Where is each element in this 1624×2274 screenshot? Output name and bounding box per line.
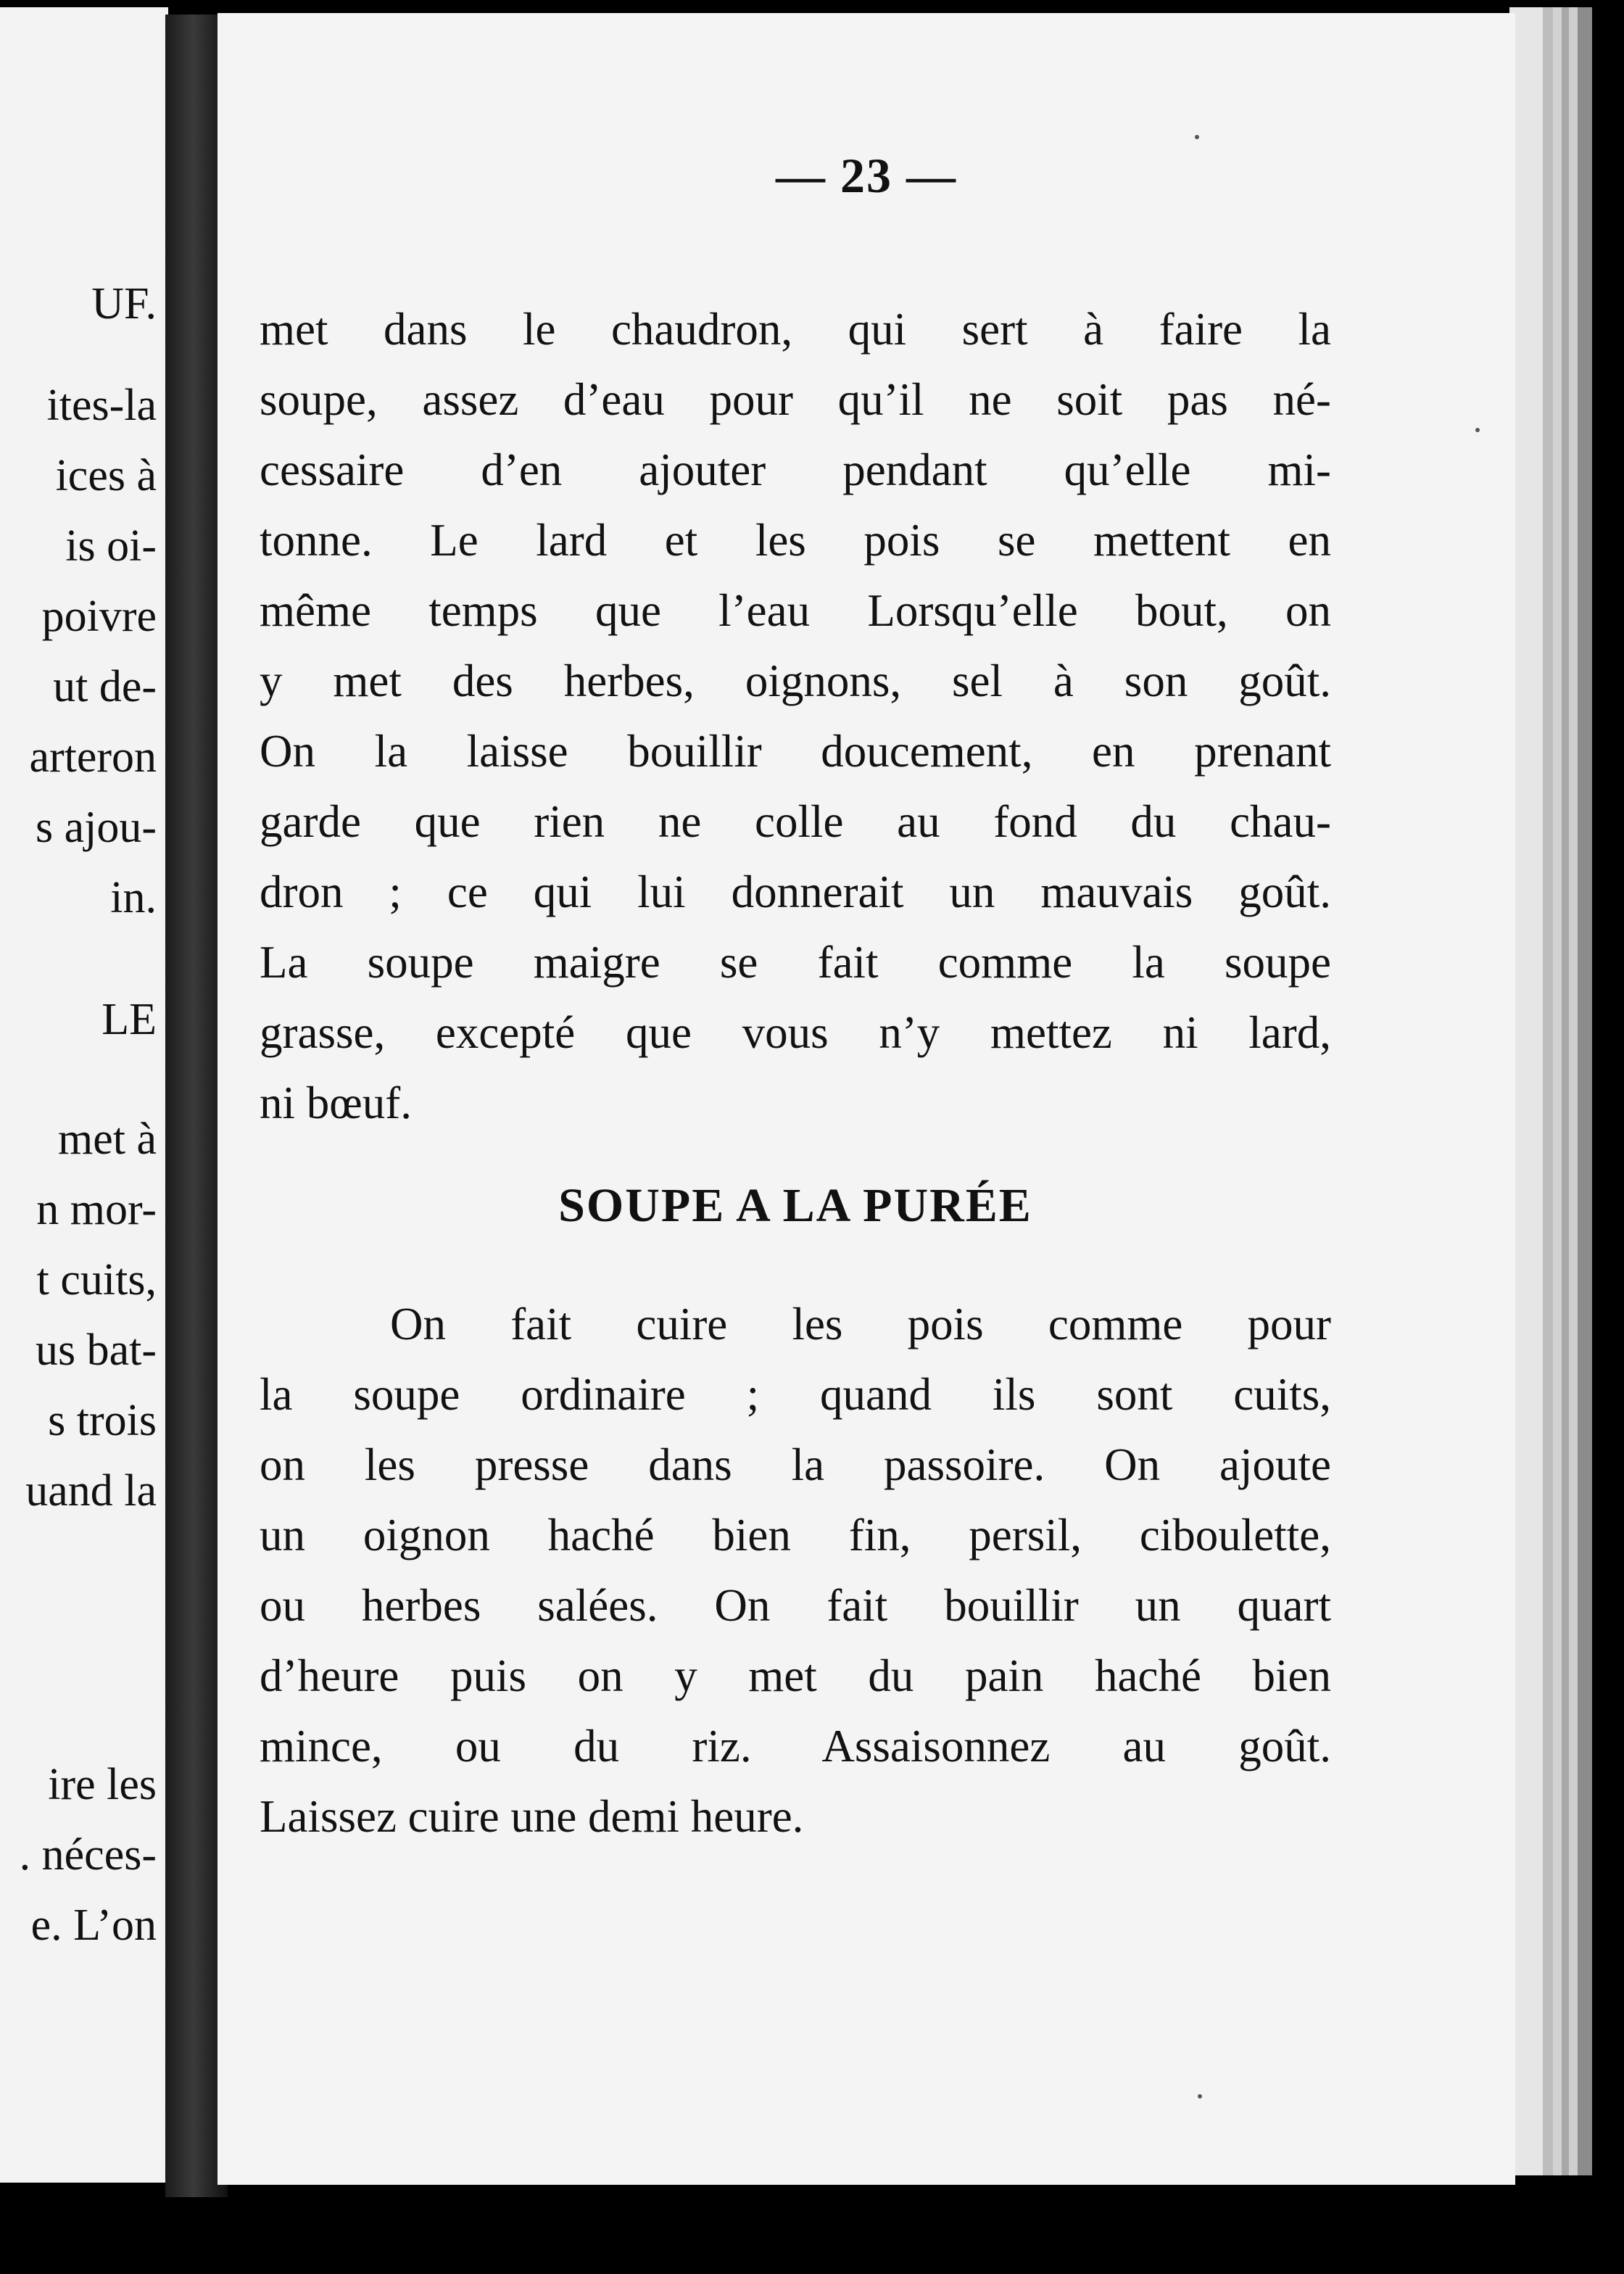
paragraph-soupe-continued xyxy=(260,294,1331,1138)
page-edge xyxy=(1578,7,1592,2175)
text-line: La soupe maigre se fait comme la soupe xyxy=(260,937,1331,988)
page-edge xyxy=(1553,7,1562,2175)
text-line: soupe, assez d’eau pour qu’il ne soit pas né- xyxy=(260,374,1331,425)
previous-page-line: ire les xyxy=(48,1760,157,1809)
page-number: — 23 — xyxy=(776,148,957,203)
page-edge xyxy=(1569,7,1578,2175)
book-page xyxy=(218,13,1515,2185)
previous-page-line: poivre xyxy=(41,592,157,641)
print-speck xyxy=(1475,428,1480,432)
text-line: mince, ou du riz. Assaisonnez au goût. xyxy=(260,1721,1331,1771)
previous-page-line: s trois xyxy=(48,1396,157,1445)
text-line: On la laisse bouillir doucement, en prenant xyxy=(260,726,1331,777)
text-line: grasse, excepté que vous n’y mettez ni lard, xyxy=(260,1007,1331,1058)
previous-page xyxy=(0,7,168,2183)
text-line: dron ; ce qui lui donnerait un mauvais goût. xyxy=(260,867,1331,917)
print-speck xyxy=(1198,2094,1202,2099)
previous-page-line: met à xyxy=(58,1115,157,1164)
previous-page-line: uand la xyxy=(25,1466,157,1516)
previous-page-line: UF. xyxy=(91,279,157,328)
paragraph-soupe-puree xyxy=(260,1289,1331,1852)
text-line: y met des herbes, oignons, sel à son goût. xyxy=(260,656,1331,706)
previous-page-line: LE xyxy=(102,995,157,1044)
text-line: On fait cuire les pois comme pour xyxy=(390,1299,1331,1349)
text-line: un oignon haché bien fin, persil, ciboulette, xyxy=(260,1510,1331,1560)
text-line: met dans le chaudron, qui sert à faire la xyxy=(260,304,1331,355)
text-line: cessaire d’en ajouter pendant qu’elle mi- xyxy=(260,445,1331,495)
text-line: ou herbes salées. On fait bouillir un quart xyxy=(260,1580,1331,1631)
previous-page-line: us bat- xyxy=(35,1326,157,1375)
section-heading: SOUPE A LA PURÉE xyxy=(558,1179,1032,1232)
previous-page-line: n mor- xyxy=(36,1185,157,1234)
print-speck xyxy=(1195,135,1199,139)
previous-page-line: ices à xyxy=(55,451,157,500)
text-line: tonne. Le lard et les pois se mettent en xyxy=(260,515,1331,566)
text-line: Laissez cuire une demi heure. xyxy=(260,1791,804,1842)
previous-page-line: . néces- xyxy=(19,1830,157,1880)
text-line: ni bœuf. xyxy=(260,1078,412,1128)
page-edge xyxy=(1562,7,1569,2175)
text-line: la soupe ordinaire ; quand ils sont cuits, xyxy=(260,1369,1331,1420)
previous-page-line: arteron xyxy=(29,732,157,782)
text-line: on les presse dans la passoire. On ajoute xyxy=(260,1439,1331,1490)
previous-page-line: is oi- xyxy=(65,521,157,571)
previous-page-line: e. L’on xyxy=(30,1901,157,1950)
previous-page-line: t cuits, xyxy=(36,1255,157,1305)
previous-page-line: ites-la xyxy=(46,381,157,430)
previous-page-line: in. xyxy=(110,873,157,922)
previous-page-line: s ajou- xyxy=(35,803,157,852)
text-line: d’heure puis on y met du pain haché bien xyxy=(260,1650,1331,1701)
text-line: même temps que l’eau Lorsqu’elle bout, on xyxy=(260,585,1331,636)
page-edge xyxy=(1543,7,1553,2175)
previous-page-line: ut de- xyxy=(53,662,157,711)
text-line: garde que rien ne colle au fond du chau- xyxy=(260,796,1331,847)
